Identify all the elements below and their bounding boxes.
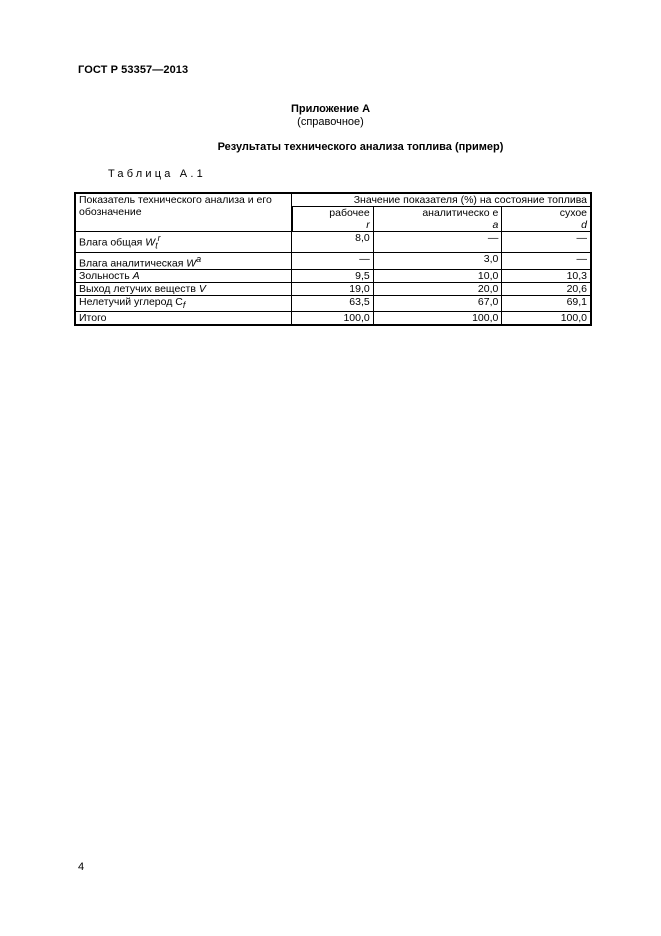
value-cell: 9,5 [292, 270, 374, 283]
row-label [75, 252, 292, 270]
value-cell: 19,0 [292, 283, 374, 296]
appendix-subtitle: (справочное) [297, 116, 364, 128]
page-number: 4 [78, 861, 85, 873]
value-cell: 69,1 [502, 296, 591, 312]
row-label [75, 283, 292, 296]
row-symbol: W [186, 257, 197, 270]
state-name: сухое [559, 207, 587, 219]
indicator-header: Показатель технического анализа и его обозначение [75, 193, 292, 232]
row-label [75, 312, 292, 326]
state-symbol: r [366, 219, 370, 231]
document-header: ГОСТ Р 53357—2013 [78, 64, 189, 76]
value-cell: — [373, 232, 502, 253]
row-subscript: f [182, 300, 186, 311]
row-symbol: A [132, 270, 140, 283]
row-symbol: V [198, 283, 206, 296]
row-subscript: t [155, 240, 158, 251]
value-cell: 10,0 [373, 270, 502, 283]
table-header-row [75, 193, 591, 207]
appendix-title: Приложение А [290, 103, 371, 115]
value-cell: 20,6 [502, 283, 591, 296]
state-working [292, 207, 374, 232]
row-label [75, 270, 292, 283]
value-cell: 100,0 [502, 312, 591, 326]
value-cell: — [292, 252, 374, 270]
row-label-text: Зольность [79, 270, 133, 283]
state-name: рабочее [329, 207, 370, 219]
row-label [75, 296, 292, 312]
value-cell: 100,0 [373, 312, 502, 326]
value-cell: 20,0 [373, 283, 502, 296]
row-superscript: a [196, 253, 202, 264]
value-cell: 3,0 [373, 252, 502, 270]
row-superscript: r [157, 233, 161, 243]
value-cell: 8,0 [292, 232, 374, 253]
table-caption: Таблица А.1 [108, 168, 206, 180]
table-row [75, 270, 591, 283]
row-label-text: Итого [79, 312, 107, 325]
row-symbol: W [145, 236, 156, 249]
state-symbol: a [492, 219, 499, 231]
value-cell: 67,0 [373, 296, 502, 312]
value-cell: — [502, 252, 591, 270]
table-row [75, 252, 591, 270]
row-label-text: Влага общая [79, 236, 146, 249]
row-label-text: Нелетучий углерод С [79, 296, 183, 309]
table-row [75, 296, 591, 312]
row-label-text: Влага аналитическая [79, 257, 187, 270]
results-title: Результаты технического анализа топлива (пример) [217, 141, 504, 153]
table-row-total [75, 312, 591, 326]
value-cell: 10,3 [502, 270, 591, 283]
results-table [74, 192, 592, 326]
state-analytical [373, 207, 502, 232]
table-row [75, 232, 591, 253]
state-dry [502, 207, 591, 232]
value-cell: 100,0 [292, 312, 374, 326]
value-cell: — [502, 232, 591, 253]
table-row [75, 283, 591, 296]
state-symbol: d [581, 219, 587, 231]
row-label [75, 232, 292, 253]
values-header: Значение показателя (%) на состояние топлива [292, 193, 591, 207]
value-cell: 63,5 [292, 296, 374, 312]
state-name: аналитическо е [422, 207, 499, 219]
row-label-text: Выход летучих веществ [79, 283, 199, 296]
